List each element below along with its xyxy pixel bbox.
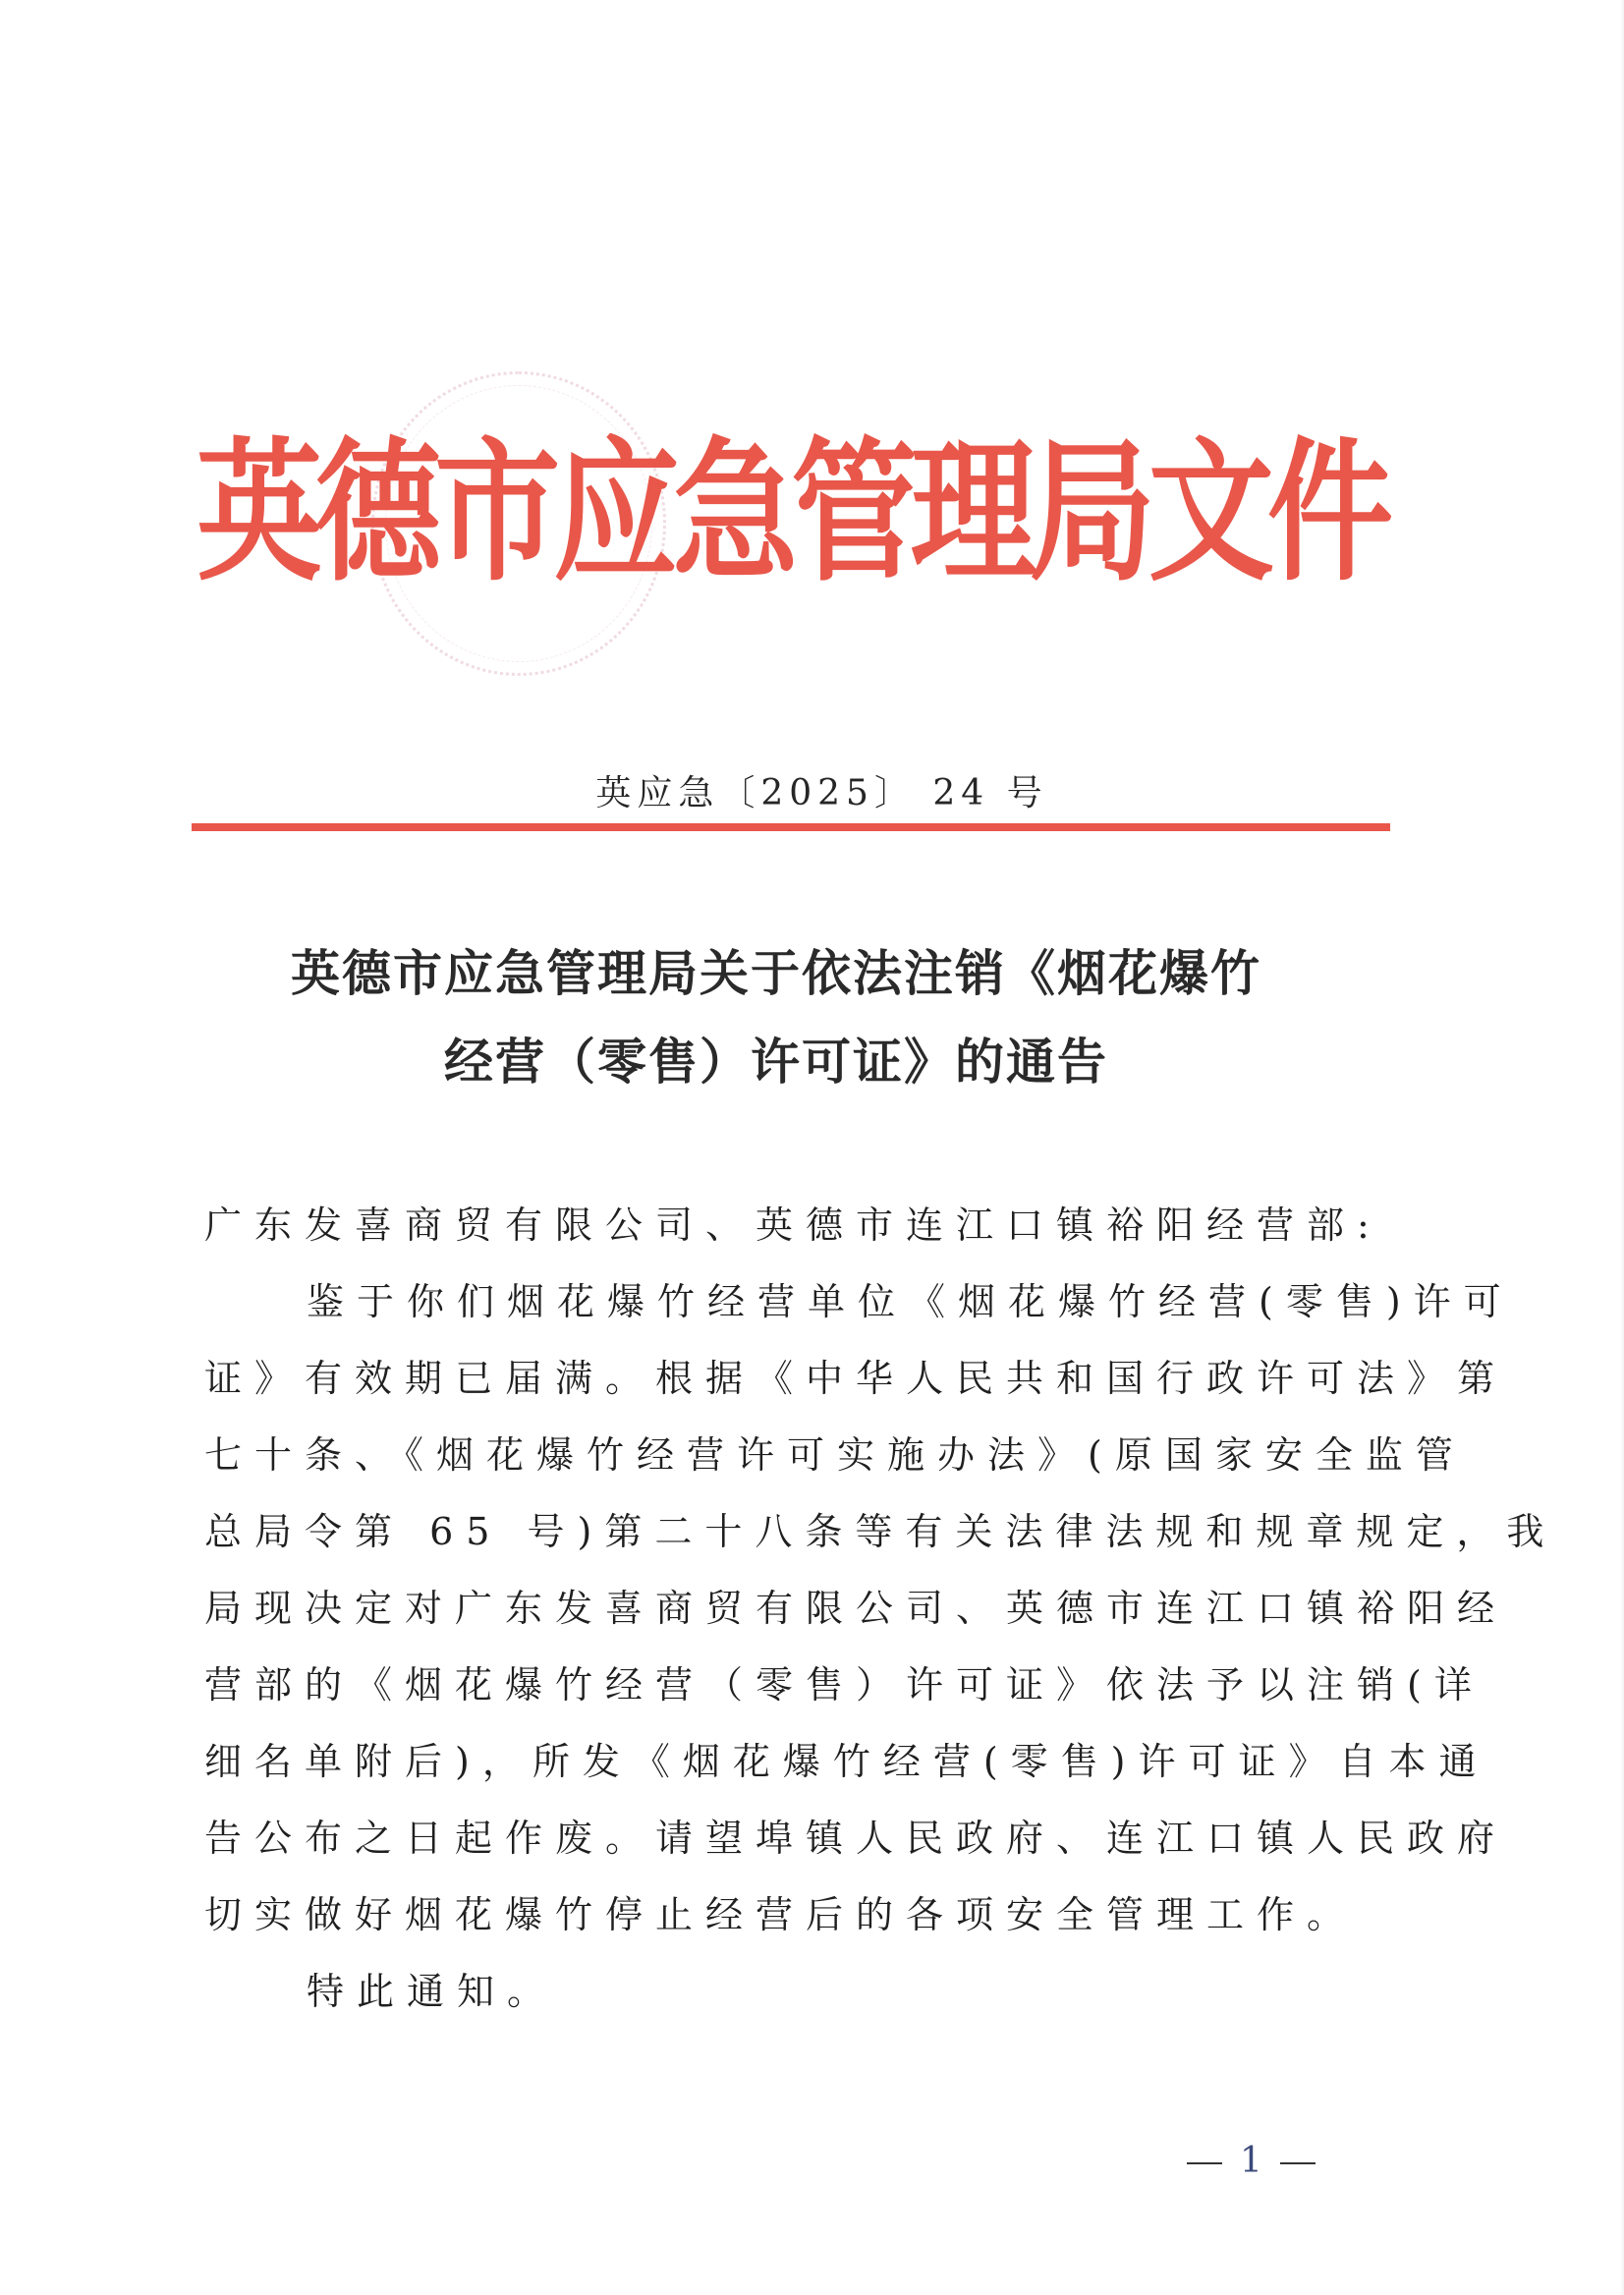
masthead-char: 市 [434,422,561,603]
recipient-line: 广东发喜商贸有限公司、英德市连江口镇裕阳经营部: [204,1203,1382,1247]
masthead-char: 局 [1029,422,1155,603]
red-divider-rule [192,823,1390,831]
body-line: 证》有效期已届满。根据《中华人民共和国行政许可法》第 [204,1357,1508,1400]
body-line: 营部的《烟花爆竹经营（零售）许可证》依法予以注销(详 [204,1663,1484,1707]
masthead-char: 理 [910,422,1036,603]
masthead-char: 管 [791,422,918,603]
masthead-char: 急 [672,422,799,603]
body-line: 细名单附后)，所发《烟花爆竹经营(零售)许可证》自本通 [204,1740,1489,1783]
notice-body [204,1187,1557,2030]
masthead-char: 文 [1148,422,1274,603]
body-line: 鉴于你们烟花爆竹经营单位《烟花爆竹经营(零售)许可 [307,1280,1514,1323]
body-line: 局现决定对广东发喜商贸有限公司、英德市连江口镇裕阳经 [204,1587,1508,1630]
red-masthead [196,422,1393,603]
body-line: 总局令第 65 号)第二十八条等有关法律法规和规章规定，我 [204,1510,1557,1553]
title-line-1: 英德市应急管理局关于依法注销《烟花爆竹 [291,944,1261,1002]
page-edge [1620,0,1624,2295]
body-line: 七十条、《烟花爆竹经营许可实施办法》(原国家安全监管 [204,1433,1466,1477]
notice-title [196,929,1356,1106]
masthead-char: 德 [315,422,442,603]
document-number: 英应急〔2025〕 24 号 [595,773,1048,813]
page-number-value: 1 [1240,2141,1262,2181]
page-number [1169,2134,1326,2189]
masthead-char: 件 [1266,422,1393,603]
masthead-char: 英 [196,422,323,603]
body-line: 告公布之日起作废。请望埠镇人民政府、连江口镇人民政府 [204,1817,1508,1860]
dash-left [1187,2162,1222,2164]
body-line: 切实做好烟花爆竹停止经营后的各项安全管理工作。 [204,1893,1358,1936]
title-line-2: 经营（零售）许可证》的通告 [444,1033,1108,1091]
dash-right [1280,2162,1316,2164]
masthead-char: 应 [553,422,680,603]
closing-line: 特此通知。 [307,1970,558,2013]
